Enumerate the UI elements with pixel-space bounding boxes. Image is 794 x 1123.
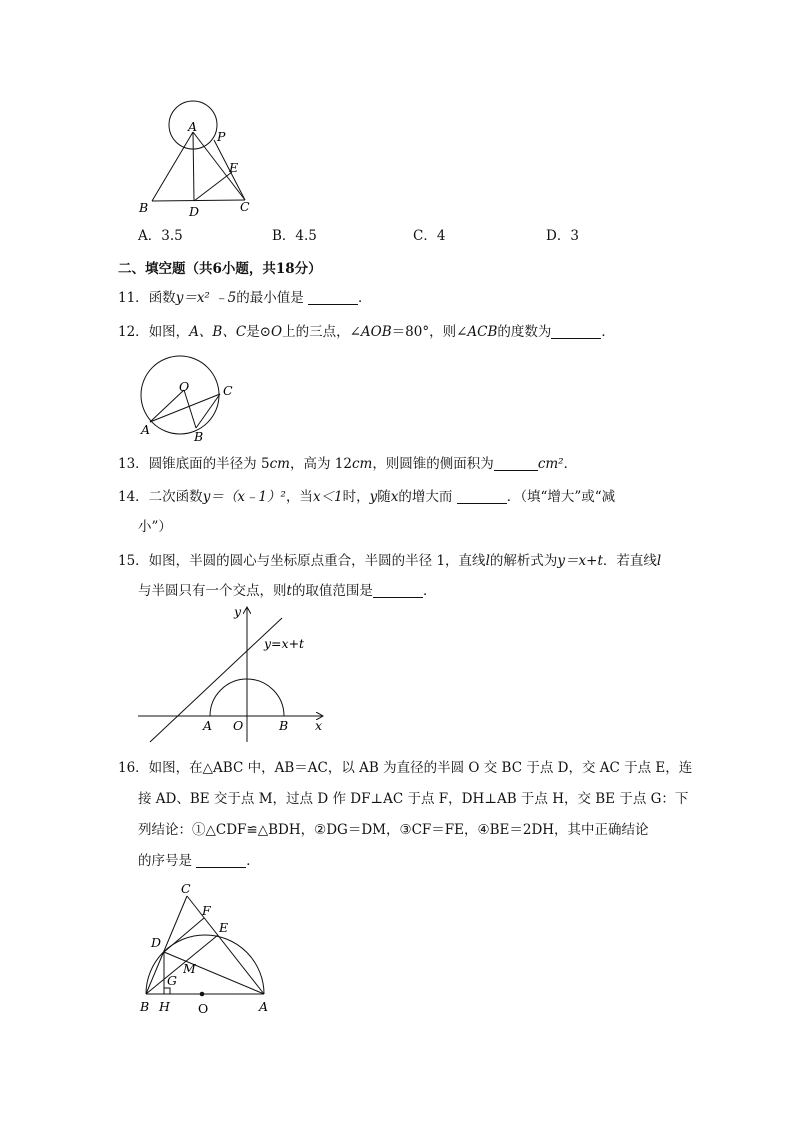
question-16-line-2: 接 AD、BE 交于点 M，过点 D 作 DF⊥AC 于点 F，DH⊥AB 于点 H，交 BE 于点 G：下 xyxy=(138,791,689,807)
fig15-label-line: y=x+t xyxy=(264,636,305,651)
answer-blank-11[interactable] xyxy=(308,290,358,305)
fig10-ad xyxy=(193,132,194,201)
question-15-line-2: 与半圆只有一个交点，则t的取值范围是 ． xyxy=(138,583,437,599)
question-12: 12．如图，A、B、C是⊙O上的三点，∠AOB＝80°，则∠ACB的度数为 ． xyxy=(118,324,615,340)
fig12-label-b: B xyxy=(194,429,204,444)
fig10-label-a: A xyxy=(188,119,198,134)
question-16-line-1: 16．如图，在△ABC 中，AB＝AC，以 AB 为直径的半圆 O 交 BC 于点 D，交 AC 于点 E，连 xyxy=(118,760,693,776)
option-c[interactable]: C．4 xyxy=(413,228,446,244)
fig12-label-a: A xyxy=(141,422,151,437)
figure-q12 xyxy=(134,350,244,448)
figure-q15 xyxy=(134,600,334,746)
fig16-label-a: A xyxy=(259,999,269,1014)
fig12-ac xyxy=(150,394,220,422)
answer-blank-16[interactable] xyxy=(196,853,246,868)
fig10-label-c: C xyxy=(240,199,250,214)
option-b[interactable]: B．4.5 xyxy=(272,228,317,244)
question-13: 13．圆锥底面的半径为 5cm，高为 12cm，则圆锥的侧面积为 cm²． xyxy=(118,456,578,472)
section-2-title: 二、填空题（共6小题，共18分） xyxy=(118,261,322,277)
question-11: 11．函数y＝x² ﹣5的最小值是 ． xyxy=(118,290,372,306)
fig16-label-e: E xyxy=(219,920,229,935)
option-a[interactable]: A．3.5 xyxy=(138,228,183,244)
fig15-label-o: O xyxy=(233,718,244,733)
fig16-center-dot xyxy=(200,992,205,997)
fig16-label-o: O xyxy=(198,1001,209,1016)
question-15-line-1: 15．如图，半圆的圆心与坐标原点重合，半圆的半径 1，直线l的解析式为y＝x+t．若直线l xyxy=(118,553,662,569)
figure-q16 xyxy=(134,880,284,1020)
fig15-label-b: B xyxy=(279,718,289,733)
fig16-label-b: B xyxy=(140,999,150,1014)
fig10-ab xyxy=(152,132,193,201)
answer-blank-13[interactable] xyxy=(494,456,538,471)
fig16-label-m: M xyxy=(183,961,196,976)
fig16-label-d: D xyxy=(151,935,162,950)
fig10-bc xyxy=(152,200,245,201)
fig12-label-c: C xyxy=(223,383,233,398)
fig10-de xyxy=(194,172,232,201)
fig10-label-e: E xyxy=(229,160,239,175)
question-16-line-3: 列结论：①△CDF≌△BDH，②DG＝DM，③CF＝FE，④BE＝2DH，其中正确结论 xyxy=(138,822,649,838)
answer-blank-14[interactable] xyxy=(457,489,507,504)
fig15-label-y: y xyxy=(234,604,242,619)
fig10-label-b: B xyxy=(139,200,149,215)
fig12-circle xyxy=(141,356,219,434)
option-d[interactable]: D．3 xyxy=(546,228,579,244)
figure-q10 xyxy=(130,96,270,220)
answer-blank-12[interactable] xyxy=(551,324,601,339)
fig10-label-p: P xyxy=(217,129,226,144)
fig15-line-l xyxy=(150,618,282,742)
fig10-label-d: D xyxy=(189,204,200,219)
fig16-label-c: C xyxy=(181,881,191,896)
fig16-ac xyxy=(187,896,264,994)
fig16-label-g: G xyxy=(167,973,177,988)
fig15-label-a: A xyxy=(203,718,213,733)
fig16-right-angle-mark xyxy=(164,988,170,994)
fig16-label-f: F xyxy=(202,903,211,918)
answer-blank-15[interactable] xyxy=(373,583,423,598)
fig16-label-h: H xyxy=(159,999,170,1014)
question-14-line-1: 14．二次函数y＝（x﹣1）²，当x＜1时，y随x的增大而 ．（填“增大”或“减 xyxy=(118,489,616,505)
fig15-label-x: x xyxy=(315,718,323,733)
fig12-label-o: O xyxy=(179,379,190,394)
question-16-line-4: 的序号是 ． xyxy=(138,853,260,869)
fig12-ob xyxy=(184,390,196,428)
question-14-line-2: 小”） xyxy=(138,519,172,535)
fig16-ad xyxy=(164,952,264,994)
fig12-oa xyxy=(150,390,184,422)
